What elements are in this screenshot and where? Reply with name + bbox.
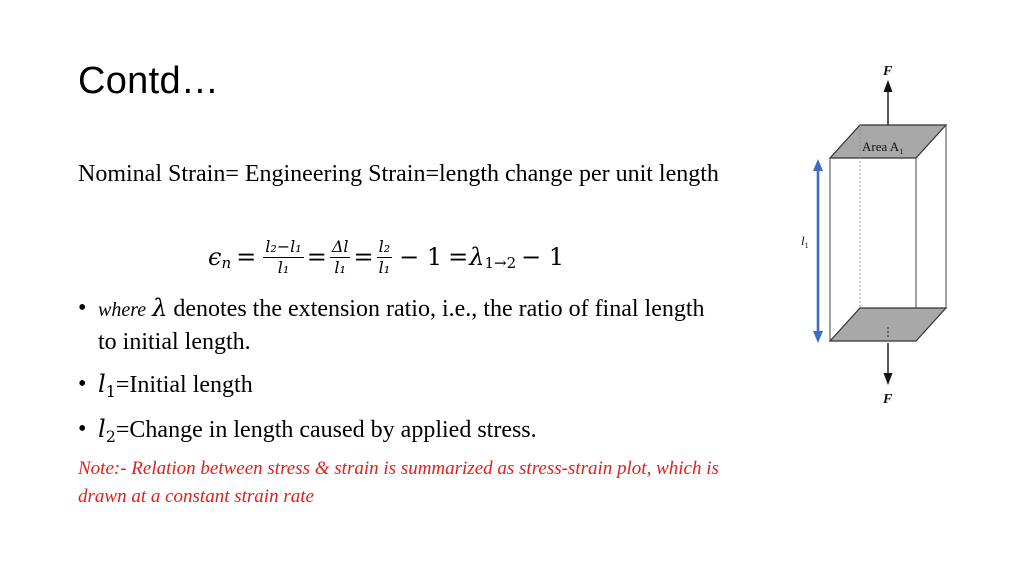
lambda-symbol: λ bbox=[469, 243, 485, 271]
bullet-dot: • bbox=[78, 371, 87, 397]
fraction-delta-l bbox=[330, 237, 351, 278]
minus-one: − 1 bbox=[399, 243, 443, 271]
fraction-numerator: Δl bbox=[331, 236, 349, 256]
fraction-denominator: l₁ bbox=[334, 257, 346, 277]
minus-one: − 1 bbox=[521, 243, 565, 271]
equals-sign: = bbox=[306, 243, 327, 271]
equals-sign: = bbox=[236, 243, 257, 271]
fraction-l2-over-l1 bbox=[377, 237, 393, 278]
slide-title: Contd… bbox=[78, 60, 220, 102]
l-subscript: 2 bbox=[105, 427, 116, 446]
fraction-denominator: l₁ bbox=[378, 257, 391, 277]
bullet-item-l1 bbox=[78, 368, 728, 403]
length-arrowhead-bottom bbox=[813, 331, 823, 343]
fraction-numerator: l₂ bbox=[378, 236, 391, 256]
bullet-item-lambda bbox=[78, 292, 728, 358]
bullet-text: denotes the extension ratio, i.e., the ratio of final length to initial length. bbox=[98, 296, 705, 355]
l-subscript: 1 bbox=[105, 382, 116, 401]
intro-text: Nominal Strain= Engineering Strain=length change per unit length bbox=[78, 161, 719, 187]
top-force-label: F bbox=[883, 64, 893, 79]
lambda-symbol: λ bbox=[152, 294, 168, 322]
length-label: $l_1$ bbox=[801, 233, 809, 250]
fraction-l2-minus-l1 bbox=[263, 237, 303, 278]
equals-sign: = bbox=[448, 243, 469, 271]
top-force-arrowhead bbox=[884, 80, 893, 92]
bullet-dot: • bbox=[78, 295, 87, 321]
bullet-text: =Initial length bbox=[115, 372, 253, 398]
epsilon-subscript: n bbox=[221, 254, 232, 272]
bullet-item-l2 bbox=[78, 413, 728, 448]
bottom-force-arrowhead bbox=[884, 373, 893, 385]
fraction-denominator: l₁ bbox=[277, 257, 290, 277]
area-label: Area $A_1$ bbox=[862, 139, 904, 156]
l-symbol: l bbox=[98, 370, 106, 398]
lambda-subscript: 1→2 bbox=[484, 254, 517, 272]
bullet-text: =Change in length caused by applied stress. bbox=[115, 417, 537, 443]
equals-sign: = bbox=[353, 243, 374, 271]
bullet-dot: • bbox=[78, 416, 87, 442]
fraction-numerator: l₂−l₁ bbox=[265, 236, 302, 256]
red-note: Note:- Relation between stress & strain is summarized as stress-strain plot, which is drawn at a constant strain rate bbox=[78, 458, 719, 507]
bullet-list bbox=[78, 292, 728, 458]
epsilon-symbol: ϵ bbox=[208, 243, 222, 271]
tensile-specimen-diagram bbox=[790, 55, 960, 415]
bottom-force-label: F bbox=[883, 392, 893, 407]
l-symbol: l bbox=[98, 415, 106, 443]
strain-equation bbox=[208, 226, 569, 288]
length-arrowhead-top bbox=[813, 159, 823, 171]
where-word: where bbox=[98, 299, 147, 321]
